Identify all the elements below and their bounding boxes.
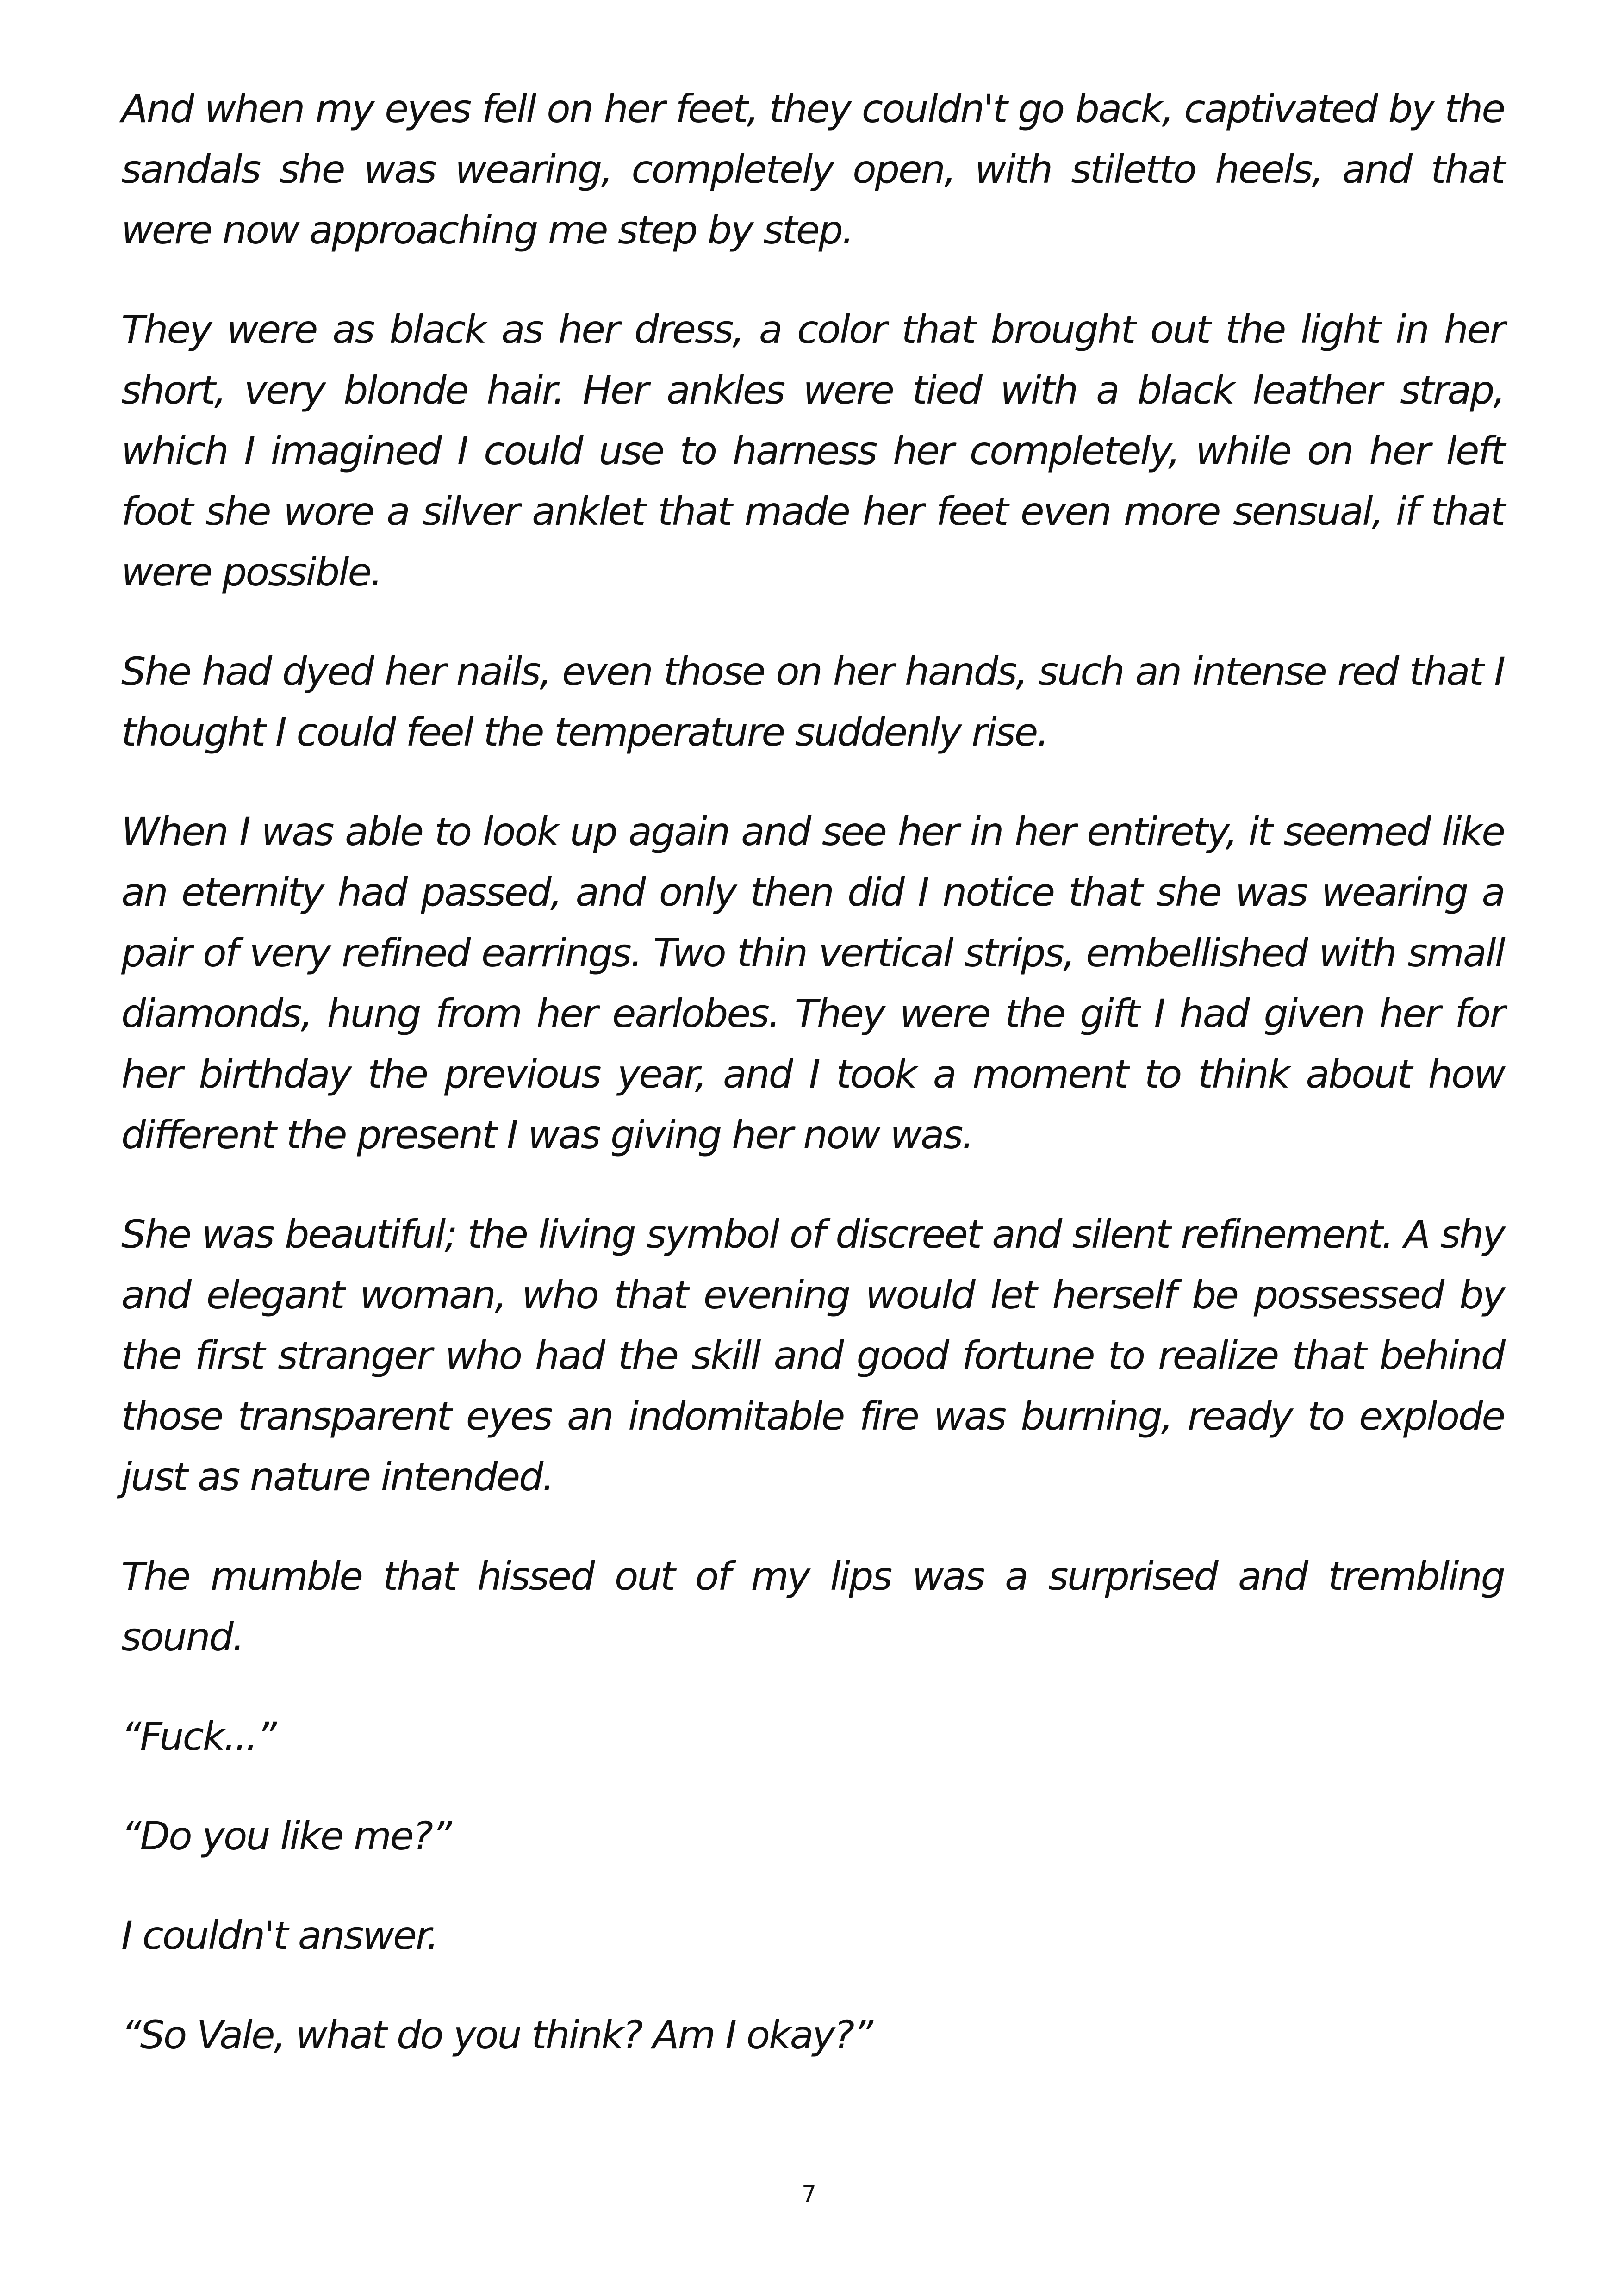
paragraph: The mumble that hissed out of my lips was a surprised and trembling sound.: [121, 1554, 1504, 1660]
paragraph: They were as black as her dress, a color that brought out the light in her short, very blonde hair. Her ankles were tied with a black leather strap, which I imagined I could use to harness her completely, while on her left foot she wore a silver anklet that made her feet even more sensual, if that were possible.: [121, 307, 1504, 595]
body-text: [121, 79, 1504, 2104]
paragraph: She was beautiful; the living symbol of discreet and silent refinement. A shy and elegant woman, who that evening would let herself be possessed by the first stranger who had the skill and good fortune to realize that behind those transparent eyes an indomitable fire was burning, ready to explode just as nature intended.: [121, 1212, 1504, 1500]
dialogue-line: “Fuck...”: [121, 1714, 276, 1759]
paragraph: She had dyed her nails, even those on her hands, such an intense red that I thought I could feel the temperature suddenly rise.: [121, 649, 1504, 755]
paragraph: I couldn't answer.: [121, 1913, 438, 1958]
dialogue-line: “Do you like me?”: [121, 1813, 451, 1859]
paragraph: And when my eyes fell on her feet, they couldn't go back, captivated by the sandals she was wearing, completely open, with stiletto heels, and that were now approaching me step by step.: [121, 86, 1504, 253]
paragraph: When I was able to look up again and see her in her entirety, it seemed like an eternity had passed, and only then did I notice that she was wearing a pair of very refined earrings. Two thin vertical strips, embellished with small diamonds, hung from her earlobes. They were the gift I had given her for her birthday the previous year, and I took a moment to think about how different the present I was giving her now was.: [121, 809, 1504, 1157]
page-number: 7: [802, 2181, 816, 2208]
dialogue-line: “So Vale, what do you think? Am I okay?”: [121, 2012, 872, 2058]
